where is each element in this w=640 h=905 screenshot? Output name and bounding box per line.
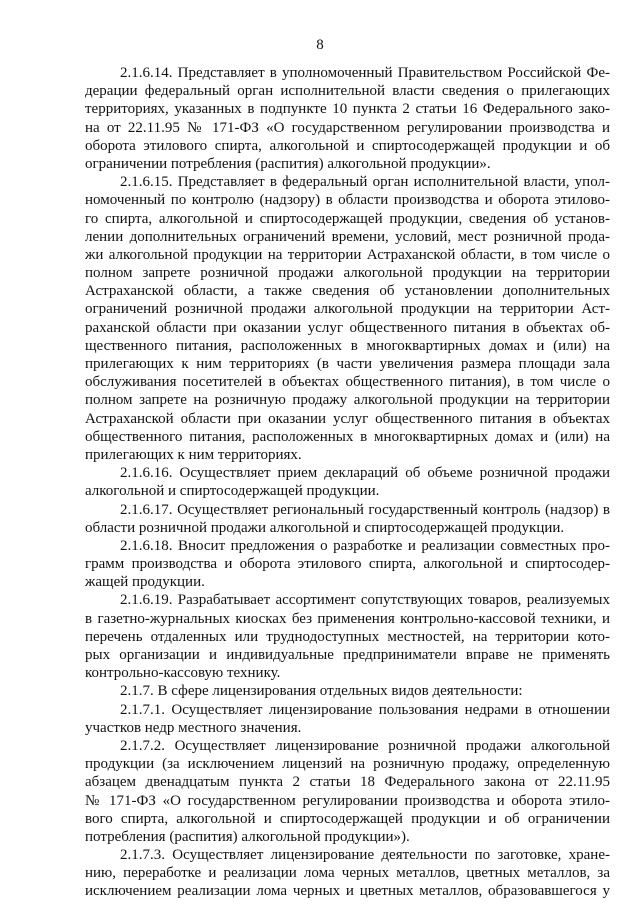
text-line: контрольно-кассовую технику. xyxy=(85,665,281,682)
text-line: оборота этилового спирта, алкогольной и спиртосодержащей продукции и об xyxy=(85,137,610,154)
text-line: 2.1.7. В сфере лицензирования отдельных видов деятельности: xyxy=(120,683,523,700)
text-line: потребления (распития) алкогольной продукции»). xyxy=(85,828,410,845)
text-line: вого спирта, алкогольной и спиртосодержащей продукции и об ограничении xyxy=(85,810,610,827)
text-line: прилегающих к ним территориях. xyxy=(85,446,302,463)
text-line: 2.1.6.16. Осуществляет прием деклараций об объеме розничной продажи xyxy=(120,465,610,482)
text-line: территориях, указанных в подпункте 10 пункта 2 статьи 16 Федерального зако- xyxy=(85,101,610,118)
text-line: рых организации и индивидуальные предприниматели вправе не применять xyxy=(85,647,610,663)
page-number: 8 xyxy=(316,37,324,53)
text-line: участков недр местного значения. xyxy=(85,719,302,736)
text-line: полном запрете розничной продажи алкогольной продукции на территории xyxy=(85,265,610,282)
text-line: общественного питания, расположенных в многоквартирных домах и (или) на xyxy=(85,428,610,445)
text-line: 2.1.6.15. Представляет в федеральный орган исполнительной власти, упол- xyxy=(120,174,610,191)
text-line: дерации федеральный орган исполнительной власти сведения о прилегающих xyxy=(85,83,610,100)
text-line: 2.1.6.19. Разрабатывает ассортимент сопутствующих товаров, реализуемых xyxy=(120,592,610,609)
text-line: Астраханской области при оказании услуг общественного питания в объектах xyxy=(85,410,610,427)
text-line: жащей продукции. xyxy=(85,574,205,591)
text-line: 2.1.7.3. Осуществляет лицензирование деятельности по заготовке, хране- xyxy=(120,847,610,864)
text-line: грамм производства и оборота этилового спирта, алкогольной и спиртосодер- xyxy=(85,556,610,573)
text-line: прилегающих к ним территориях (в части увеличения размера площади зала xyxy=(85,356,610,372)
text-line: перечень отдаленных или труднодоступных местностей, на территории кото- xyxy=(85,628,610,645)
text-line: абзацем двенадцатым пункта 2 статьи 18 Федерального закона от 22.11.95 xyxy=(85,774,610,791)
text-line: Астраханской области, а также сведения об установлении дополнительных xyxy=(85,283,610,300)
text-line: полном запрете на розничную продажу алкогольной продукции на территории xyxy=(85,392,610,409)
text-line: раханской области при оказании услуг общественного питания в объектах об- xyxy=(85,319,610,336)
text-line: № 171-ФЗ «О государственном регулировании производства и оборота этило- xyxy=(85,792,610,809)
document-body xyxy=(85,64,610,901)
text-line: на от 22.11.95 № 171-ФЗ «О государственном регулировании производства и xyxy=(85,119,610,136)
text-line: 2.1.6.17. Осуществляет региональный государственный контроль (надзор) в xyxy=(120,501,610,518)
text-line: лении дополнительных ограничений времени, условий, мест розничной прода- xyxy=(85,228,610,245)
text-line: исключением реализации лома черных и цветных металлов, образовавшегося у xyxy=(85,883,610,900)
text-line: 2.1.6.18. Вносит предложения о разработке и реализации совместных про- xyxy=(120,537,610,554)
text-line: обслуживания посетителей в объектах общественного питания), в том числе о xyxy=(85,374,610,391)
text-line: жи алкогольной продукции на территории Астраханской области, в том числе о xyxy=(85,246,610,263)
text-line: 2.1.7.1. Осуществляет лицензирование пользования недрами в отношении xyxy=(120,701,610,718)
text-line: 2.1.7.2. Осуществляет лицензирование розничной продажи алкогольной xyxy=(120,737,610,754)
text-line: 2.1.6.14. Представляет в уполномоченный Правительством Российской Фе- xyxy=(120,65,610,81)
text-line: номоченный по контролю (надзору) в области производства и оборота этилово- xyxy=(85,192,610,209)
text-line: алкогольной и спиртосодержащей продукции. xyxy=(85,483,380,500)
text-line: го спирта, алкогольной и спиртосодержащей продукции, сведения об установ- xyxy=(85,210,610,227)
text-line: нию, переработке и реализации лома черных металлов, цветных металлов, за xyxy=(85,865,610,882)
text-line: щественного питания, расположенных в многоквартирных домах и (или) на xyxy=(85,337,610,354)
text-line: области розничной продажи алкогольной и спиртосодержащей продукции. xyxy=(85,519,565,536)
text-line: ограничений розничной продажи алкогольной продукции на территории Аст- xyxy=(85,301,610,318)
text-line: продукции (за исключением лицензий на розничную продажу, определенную xyxy=(85,756,610,773)
text-line: ограничении потребления (распития) алкогольной продукции». xyxy=(85,155,491,172)
text-line: в газетно-журнальных киосках без применения контрольно-кассовой техники, и xyxy=(85,610,610,627)
